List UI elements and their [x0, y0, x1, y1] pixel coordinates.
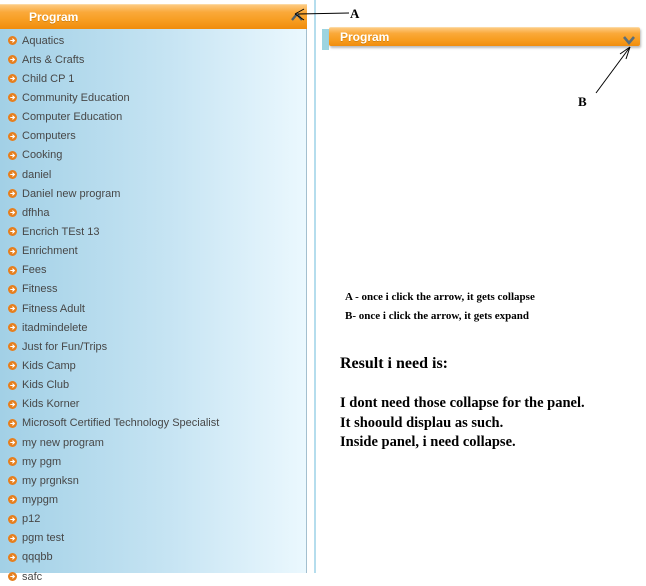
list-item[interactable] — [0, 318, 306, 337]
list-item[interactable] — [0, 222, 306, 241]
list-item-label: Computer Education — [22, 111, 123, 124]
list-item[interactable] — [0, 146, 306, 165]
list-item-label: Community Education — [22, 91, 130, 104]
arrow-bullet-icon — [8, 495, 17, 504]
list-item-label: my pgm — [22, 455, 62, 468]
arrow-bullet-icon — [8, 189, 17, 198]
note-a: A - once i click the arrow, it gets collapse — [345, 291, 535, 303]
list-item-label: Fitness Adult — [22, 302, 85, 315]
list-item-label: mypgm — [22, 493, 59, 506]
result-line: Inside panel, i need collapse. — [340, 434, 516, 450]
list-item[interactable] — [0, 127, 306, 146]
arrow-bullet-icon — [8, 247, 17, 256]
list-item-label: Daniel new program — [22, 187, 121, 200]
list-item-label: daniel — [22, 168, 52, 181]
list-item-label: Just for Fun/Trips — [22, 340, 108, 353]
list-item[interactable] — [0, 414, 306, 433]
list-item-label: Microsoft Certified Technology Specialist — [22, 417, 220, 430]
list-item-label: safc — [22, 570, 43, 583]
program-panel-collapsed — [322, 27, 640, 51]
list-item-label: p12 — [22, 513, 41, 526]
list-item-label: Computers — [22, 130, 76, 143]
arrow-bullet-icon — [8, 400, 17, 409]
arrow-bullet-icon — [8, 304, 17, 313]
arrow-bullet-icon — [8, 419, 17, 428]
list-item[interactable] — [0, 88, 306, 107]
list-item[interactable] — [0, 299, 306, 318]
list-item[interactable] — [0, 184, 306, 203]
arrow-bullet-icon — [8, 208, 17, 217]
annotation-label-b: B — [578, 94, 587, 109]
arrow-bullet-icon — [8, 266, 17, 275]
note-b: B- once i click the arrow, it gets expand — [345, 309, 530, 322]
arrow-bullet-icon — [8, 572, 17, 581]
result-heading: Result i need is: — [340, 355, 448, 372]
list-item-label: dfhha — [22, 206, 50, 219]
list-item[interactable] — [0, 280, 306, 299]
result-text — [340, 394, 585, 453]
list-item-label: Kids Club — [22, 379, 70, 392]
arrow-bullet-icon — [8, 457, 17, 466]
arrow-bullet-icon — [8, 476, 17, 485]
program-panel-header-collapsed[interactable] — [329, 27, 640, 46]
list-item-label: Arts & Crafts — [22, 53, 85, 66]
arrow-bullet-icon — [8, 170, 17, 179]
list-item[interactable] — [0, 69, 306, 88]
list-item-label: Aquatics — [22, 34, 65, 47]
list-item-label: Kids Camp — [22, 359, 76, 372]
panel-title: Program — [29, 10, 79, 24]
arrow-bullet-icon — [8, 438, 17, 447]
list-item-label: my new program — [22, 436, 104, 449]
list-item[interactable] — [0, 165, 306, 184]
list-item-label: Cooking — [22, 149, 63, 162]
list-item-label: qqqbb — [22, 551, 53, 564]
collapse-arrow-icon[interactable] — [290, 11, 304, 24]
list-item-label: Fitness — [22, 283, 58, 296]
panel-title: Program — [340, 30, 390, 44]
arrow-bullet-icon — [8, 132, 17, 141]
list-item[interactable] — [0, 376, 306, 395]
list-item[interactable] — [0, 548, 306, 567]
list-item[interactable] — [0, 31, 306, 50]
arrow-bullet-icon — [8, 93, 17, 102]
list-item[interactable] — [0, 395, 306, 414]
arrow-bullet-icon — [8, 55, 17, 64]
arrow-bullet-icon — [8, 227, 17, 236]
list-item[interactable] — [0, 510, 306, 529]
list-item-label: pgm test — [22, 532, 65, 545]
list-item-label: my prgnksn — [22, 474, 79, 487]
list-item-label: Child CP 1 — [22, 72, 75, 85]
arrow-bullet-icon — [8, 342, 17, 351]
list-item-label: Fees — [22, 264, 47, 277]
arrow-bullet-icon — [8, 74, 17, 83]
list-item[interactable] — [0, 261, 306, 280]
arrow-bullet-icon — [8, 381, 17, 390]
arrow-bullet-icon — [8, 323, 17, 332]
program-panel-expanded — [0, 4, 307, 583]
list-item-label: itadmindelete — [22, 321, 88, 334]
list-item[interactable] — [0, 471, 306, 490]
list-item[interactable] — [0, 50, 306, 69]
arrow-bullet-icon — [8, 553, 17, 562]
list-item-label: Encrich TEst 13 — [22, 225, 100, 238]
list-item[interactable] — [0, 203, 306, 222]
pane-divider — [314, 0, 316, 573]
list-item[interactable] — [0, 452, 306, 471]
list-item[interactable] — [0, 567, 306, 586]
arrow-bullet-icon — [8, 515, 17, 524]
arrow-bullet-icon — [8, 36, 17, 45]
program-list — [0, 29, 307, 583]
program-panel-header[interactable] — [0, 4, 307, 29]
result-line: It shoould displau as such. — [340, 414, 504, 431]
arrow-bullet-icon — [8, 361, 17, 370]
list-item[interactable] — [0, 108, 306, 127]
annotation-label-a: A — [350, 6, 360, 21]
list-item[interactable] — [0, 433, 306, 452]
list-item[interactable] — [0, 490, 306, 509]
arrow-bullet-icon — [8, 285, 17, 294]
expand-arrow-icon[interactable] — [622, 33, 636, 44]
list-item-label: Enrichment — [22, 245, 78, 258]
list-item[interactable] — [0, 242, 306, 261]
arrow-bullet-icon — [8, 151, 17, 160]
arrow-bullet-icon — [8, 534, 17, 543]
arrow-bullet-icon — [8, 113, 17, 122]
list-item-label: Kids Korner — [22, 398, 80, 411]
list-item[interactable] — [0, 356, 306, 375]
list-item[interactable] — [0, 529, 306, 548]
list-item[interactable] — [0, 337, 306, 356]
panel-accent-strip — [322, 29, 329, 50]
result-line: I dont need those collapse for the panel. — [340, 395, 585, 411]
annotation-notes — [345, 290, 535, 327]
